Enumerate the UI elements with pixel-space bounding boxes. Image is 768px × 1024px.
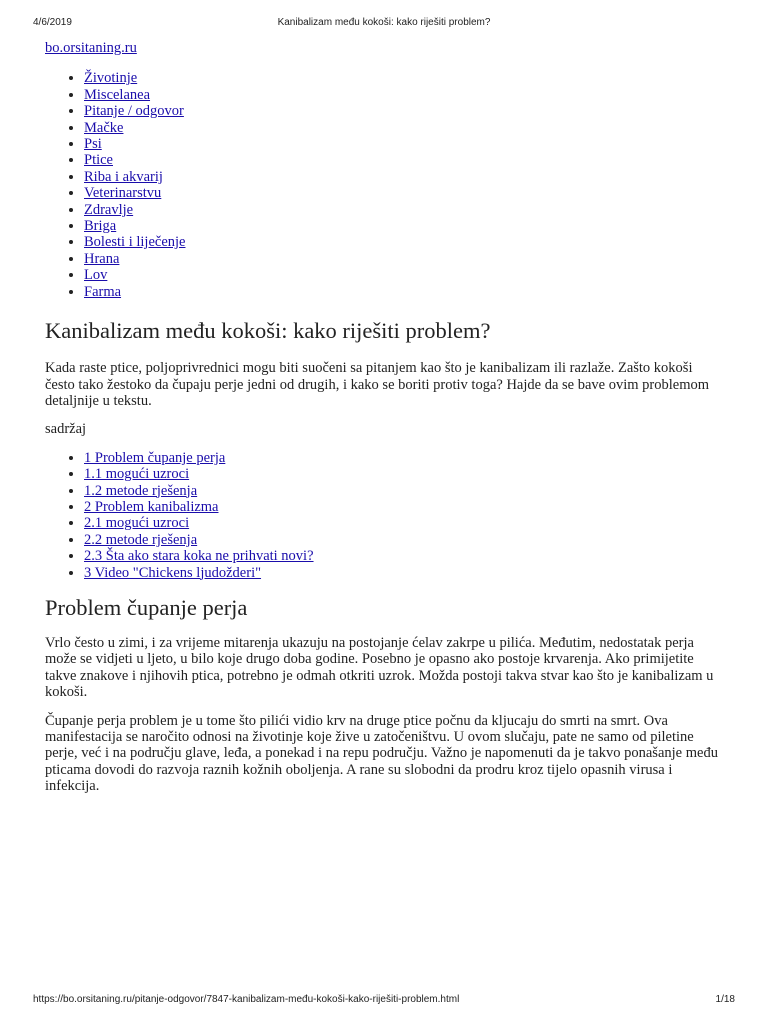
- toc-item: [84, 450, 725, 466]
- nav-link-veterinarstvu[interactable]: Veterinarstvu: [84, 185, 162, 202]
- nav-link-macke[interactable]: Mačke: [84, 119, 124, 136]
- nav-item-ptice: [84, 152, 725, 168]
- toc-link-1[interactable]: 1 Problem čupanje perja: [84, 449, 226, 466]
- nav-item-hrana: [84, 251, 725, 267]
- nav-link-lov[interactable]: Lov: [84, 267, 108, 284]
- nav-item-zivotinje: [84, 70, 725, 86]
- nav-item-pitanje-odgovor: [84, 103, 725, 119]
- article-intro: Kada raste ptice, poljoprivrednici mogu biti suočeni sa pitanjem kao što je kanibalizam ili razlaže. Zašto kokoši često tako žestoko da čupaju perje jedni od drugih, i kako se boriti protiv toga? Hajde da se bave ovim problemom detaljnije u tekstu.: [45, 360, 709, 409]
- nav-link-zivotinje[interactable]: Životinje: [84, 70, 138, 87]
- print-date: 4/6/2019: [33, 17, 72, 28]
- nav-item-psi: [84, 136, 725, 152]
- nav-item-zdravlje: [84, 202, 725, 218]
- section-heading-feather-pecking: Problem čupanje perja: [45, 594, 248, 620]
- toc-link-2-2[interactable]: 2.2 metode rješenja: [84, 531, 198, 548]
- article-title: Kanibalizam među kokoši: kako riješiti problem?: [45, 318, 491, 344]
- nav-item-veterinarstvu: [84, 185, 725, 201]
- toc-item: [84, 483, 725, 499]
- nav-item-miscelanea: [84, 87, 725, 103]
- nav-link-bolesti[interactable]: Bolesti i liječenje: [84, 234, 186, 251]
- category-nav: [45, 70, 725, 300]
- nav-item-farma: [84, 284, 725, 300]
- nav-link-zdravlje[interactable]: Zdravlje: [84, 201, 134, 218]
- toc-item: [84, 548, 725, 564]
- nav-link-farma[interactable]: Farma: [84, 283, 122, 300]
- toc-link-2-1[interactable]: 2.1 mogući uzroci: [84, 515, 190, 532]
- nav-link-psi[interactable]: Psi: [84, 136, 102, 153]
- toc-link-1-1[interactable]: 1.1 mogući uzroci: [84, 466, 190, 483]
- page-content: [45, 40, 725, 807]
- nav-link-riba-akvarij[interactable]: Riba i akvarij: [84, 168, 163, 185]
- toc-item: [84, 532, 725, 548]
- print-title: Kanibalizam među kokoši: kako riješiti problem?: [277, 17, 491, 28]
- nav-link-ptice[interactable]: Ptice: [84, 152, 113, 169]
- print-url: https://bo.orsitaning.ru/pitanje-odgovor/7847-kanibalizam-među-kokoši-kako-riješiti-problem.html: [33, 994, 460, 1005]
- toc-link-1-2[interactable]: 1.2 metode rješenja: [84, 482, 198, 499]
- nav-item-bolesti: [84, 234, 725, 250]
- toc-item: [84, 515, 725, 531]
- page-number: 1/18: [715, 994, 735, 1005]
- nav-link-miscelanea[interactable]: Miscelanea: [84, 86, 151, 103]
- nav-link-briga[interactable]: Briga: [84, 218, 117, 235]
- toc-link-3[interactable]: 3 Video "Chickens ljudožderi": [84, 564, 262, 581]
- toc-item: [84, 565, 725, 581]
- nav-item-lov: [84, 267, 725, 283]
- nav-item-riba-akvarij: [84, 169, 725, 185]
- section1-paragraph-2: Čupanje perja problem je u tome što pilići vidio krv na druge ptice počnu da kljucaju do smrti na smrt. Ova manifestacija se naročito odnosi na životinje koje žive u zatočeništvu. U ovom slučaju, pate ne samo od piletine perje, već i na području glave, leđa, a ponekad i na repu području. Važno je napomenuti da je takvo ponašanje među pticama dovodi do razvoja raznih kožnih oboljenja. A rane su slobodni da prodru kroz tijelo opasnih virusa i infekcija.: [45, 712, 718, 795]
- nav-link-hrana[interactable]: Hrana: [84, 250, 120, 267]
- nav-item-macke: [84, 120, 725, 136]
- toc-link-2-3[interactable]: 2.3 Šta ako stara koka ne prihvati novi?: [84, 548, 314, 565]
- nav-link-pitanje-odgovor[interactable]: Pitanje / odgovor: [84, 103, 184, 120]
- nav-item-briga: [84, 218, 725, 234]
- table-of-contents: [45, 450, 725, 581]
- toc-label: sadržaj: [45, 421, 87, 438]
- section1-paragraph-1: Vrlo često u zimi, i za vrijeme mitarenja ukazuju na postojanje ćelav zakrpe u pilića. Međutim, nedostatak perja može se vidjeti u ljeto, u bilo koje drugo doba godine. Posebno je opasno ako postoje krvarenja. Ako primijetite takve znakove i njihovih ptica, potrebno je odmah otkriti uzrok. Možda postoji takva stvar kao što je kanibalizam u kokoši.: [45, 634, 714, 701]
- site-home-link[interactable]: bo.orsitaning.ru: [45, 40, 137, 56]
- toc-link-2[interactable]: 2 Problem kanibalizma: [84, 498, 219, 515]
- toc-item: [84, 499, 725, 515]
- toc-item: [84, 466, 725, 482]
